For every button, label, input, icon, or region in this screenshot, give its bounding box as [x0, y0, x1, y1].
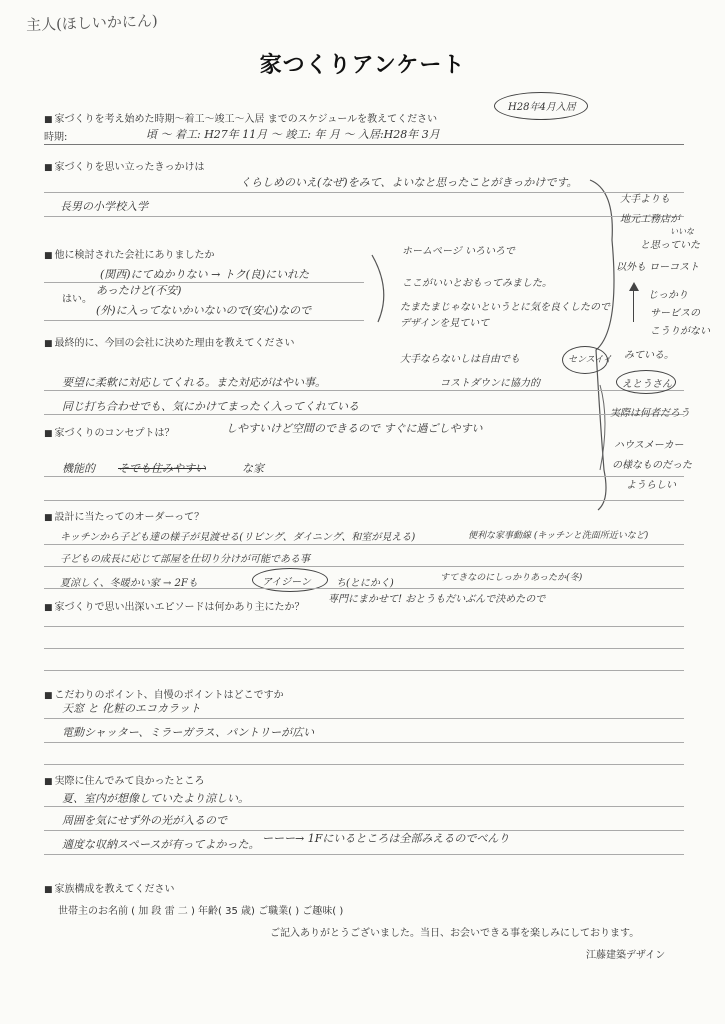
side-note-8: こうりがない [650, 326, 710, 337]
concept-answer-struck: そでも住みやすい [118, 462, 206, 475]
side-note-9: みている。 [624, 350, 674, 361]
other-companies-mid-1: ホームページ いろいろで [402, 246, 515, 257]
rule [44, 320, 364, 321]
thanks-message: ご記入ありがとうございました。当日、お会いできる事を楽しみにしております。 [270, 928, 640, 939]
rule [44, 144, 684, 145]
question-trigger: ■ 家づくりを思い立ったきっかけは [44, 158, 205, 173]
rule [44, 192, 684, 193]
rule [44, 764, 684, 765]
good-points-2: 周囲を気にせず外の光が入るので [62, 814, 227, 827]
design-order-3c: すてきなのにしっかりあったか(冬) [440, 573, 583, 583]
rule [44, 566, 684, 567]
rule [44, 500, 684, 501]
question-final-reason: ■ 最終的に、今回の会社に決めた理由を教えてください [44, 334, 295, 349]
side-note-2: 地元工務店が [620, 214, 680, 225]
other-companies-mid-2: ここがいいとおもってみました。 [402, 278, 552, 289]
page-title: 家つくりアンケート [259, 53, 466, 78]
side-note-7: サービスの [650, 308, 700, 319]
trigger-answer-2: 長男の小学校入学 [60, 200, 148, 213]
rule [44, 588, 684, 589]
design-order-1b: 便利な家事動線 (キッチンと洗面所近いなど) [468, 531, 649, 541]
concept-answer-1: しやすいけど空間のできるので すぐに過ごしやすい [226, 422, 483, 435]
side-note-13: の様なものだった [612, 460, 692, 471]
design-order-3b: ち(とにかく) [336, 578, 394, 589]
trigger-answer-1: くらしめのいえ(なぜ)をみて、よいなと思ったことがきっかけです。 [240, 176, 578, 189]
design-order-circled: アイジーン [262, 577, 311, 588]
side-note-6: じっかり [648, 290, 688, 301]
family-info-line: 世帯主のお名前 ( 加 段 雷 二 ) 年齢( 35 歳) ご職業( ) ご趣味( ) [58, 906, 344, 917]
circled-move-in-text: H28年4月入居 [508, 102, 576, 113]
final-reason-1: 要望に柔軟に対応してくれる。また対応がはやい事。 [62, 376, 326, 389]
rule [44, 806, 684, 807]
highlights-answer-1: 天窓 と 化粧のエコカラット [62, 702, 201, 715]
other-companies-note-3: (外)に入ってないかいないので(安心)なので [96, 304, 312, 317]
question-episode: ■ 家づくりで思い出深いエピソードは何かあり主にたか？ [44, 598, 305, 613]
rule [44, 854, 684, 855]
rule [44, 476, 684, 477]
other-companies-mid-4: デザインを見ていて [400, 318, 490, 329]
concept-answer-2: 機能的 [62, 462, 95, 475]
good-points-1: 夏、室内が想像していたより涼しい。 [62, 792, 249, 805]
question-family: ■ 家族構成を教えてください [44, 880, 175, 895]
rule [44, 718, 684, 719]
schedule-answer: 頃 〜 着工: H27年 11月 〜 竣工: 年 月 〜 入居:H28年 3月 [146, 128, 440, 141]
arrow-shaft [633, 290, 634, 322]
side-note-10: えとうさん [622, 379, 672, 390]
corner-note: 主人(ほしいかにん) [25, 11, 159, 35]
company-name: 江藤建築デザイン [586, 950, 666, 961]
side-note-12: ハウスメーカー [614, 440, 684, 451]
side-note-5: 以外も ローコスト [616, 262, 700, 273]
final-reason-2: 同じ打ち合わせでも、気にかけてまったく入ってくれている [62, 400, 359, 413]
final-reason-mid-1: 大手ならないしは自由でも [400, 354, 520, 365]
rule [44, 282, 364, 283]
other-companies-answer: はい。 [62, 294, 92, 305]
rule [44, 390, 684, 391]
rule [44, 216, 684, 217]
side-note-11: 実際は何者だろう [610, 408, 690, 419]
rule [44, 626, 684, 627]
side-note-14: ようらしい [626, 480, 676, 491]
question-schedule: ■ 家づくりを考え始めた時期〜着工〜竣工〜入居 までのスケジュールを教えてください [44, 110, 437, 125]
good-points-3: 適度な収納スペースが有ってよかった。 [62, 838, 260, 851]
design-order-2: 子どもの成長に応じて部屋を仕切り分けが可能である事 [60, 554, 310, 565]
other-companies-mid-3: たまたまじゃないというとに気を良くしたので [400, 302, 610, 313]
concept-answer-end: な家 [242, 462, 264, 475]
question-other-companies: ■ 他に検討された会社にありましたか [44, 246, 215, 261]
side-note-4: と思っていた [640, 240, 700, 251]
highlights-answer-2: 電動シャッター、ミラーガラス、パントリーが広い [62, 726, 315, 739]
rule [44, 544, 684, 545]
design-order-4: 専門にまかせて! おとうもだいぶんで決めたので [328, 594, 546, 605]
rule [44, 414, 684, 415]
rule [44, 742, 684, 743]
side-note-1: 大手よりも [620, 194, 670, 205]
question-good-points: ■ 実際に住んでみて良かったところ [44, 772, 205, 787]
good-points-3b: ーーー→ 1Fにいるところは全部みえるのでべんり [262, 832, 510, 845]
question-concept: ■ 家づくりのコンセプトは？ [44, 424, 175, 439]
design-order-3: 夏涼しく、冬暖かい家 → 2Fも [60, 578, 198, 589]
schedule-prefix: 時期: [44, 132, 68, 143]
question-design-order: ■ 設計に当たってのオーダーって？ [44, 508, 204, 523]
question-highlights: ■ こだわりのポイント、自慢のポイントはどこですか [44, 686, 284, 701]
final-reason-mid-2: センスイイ [568, 355, 613, 365]
other-companies-note-2: あったけど(不安) [96, 284, 182, 297]
rule [44, 670, 684, 671]
side-note-3: いいな [670, 227, 694, 236]
final-reason-mid-3: コストダウンに協力的 [440, 378, 540, 389]
design-order-1: キッチンから子ども達の様子が見渡せる(リビング、ダイニング、和室が見える) [60, 532, 416, 543]
rule [44, 830, 684, 831]
rule [44, 648, 684, 649]
other-companies-note-1: (関西)にてぬかりない → トク(良)にいれた [100, 268, 310, 281]
